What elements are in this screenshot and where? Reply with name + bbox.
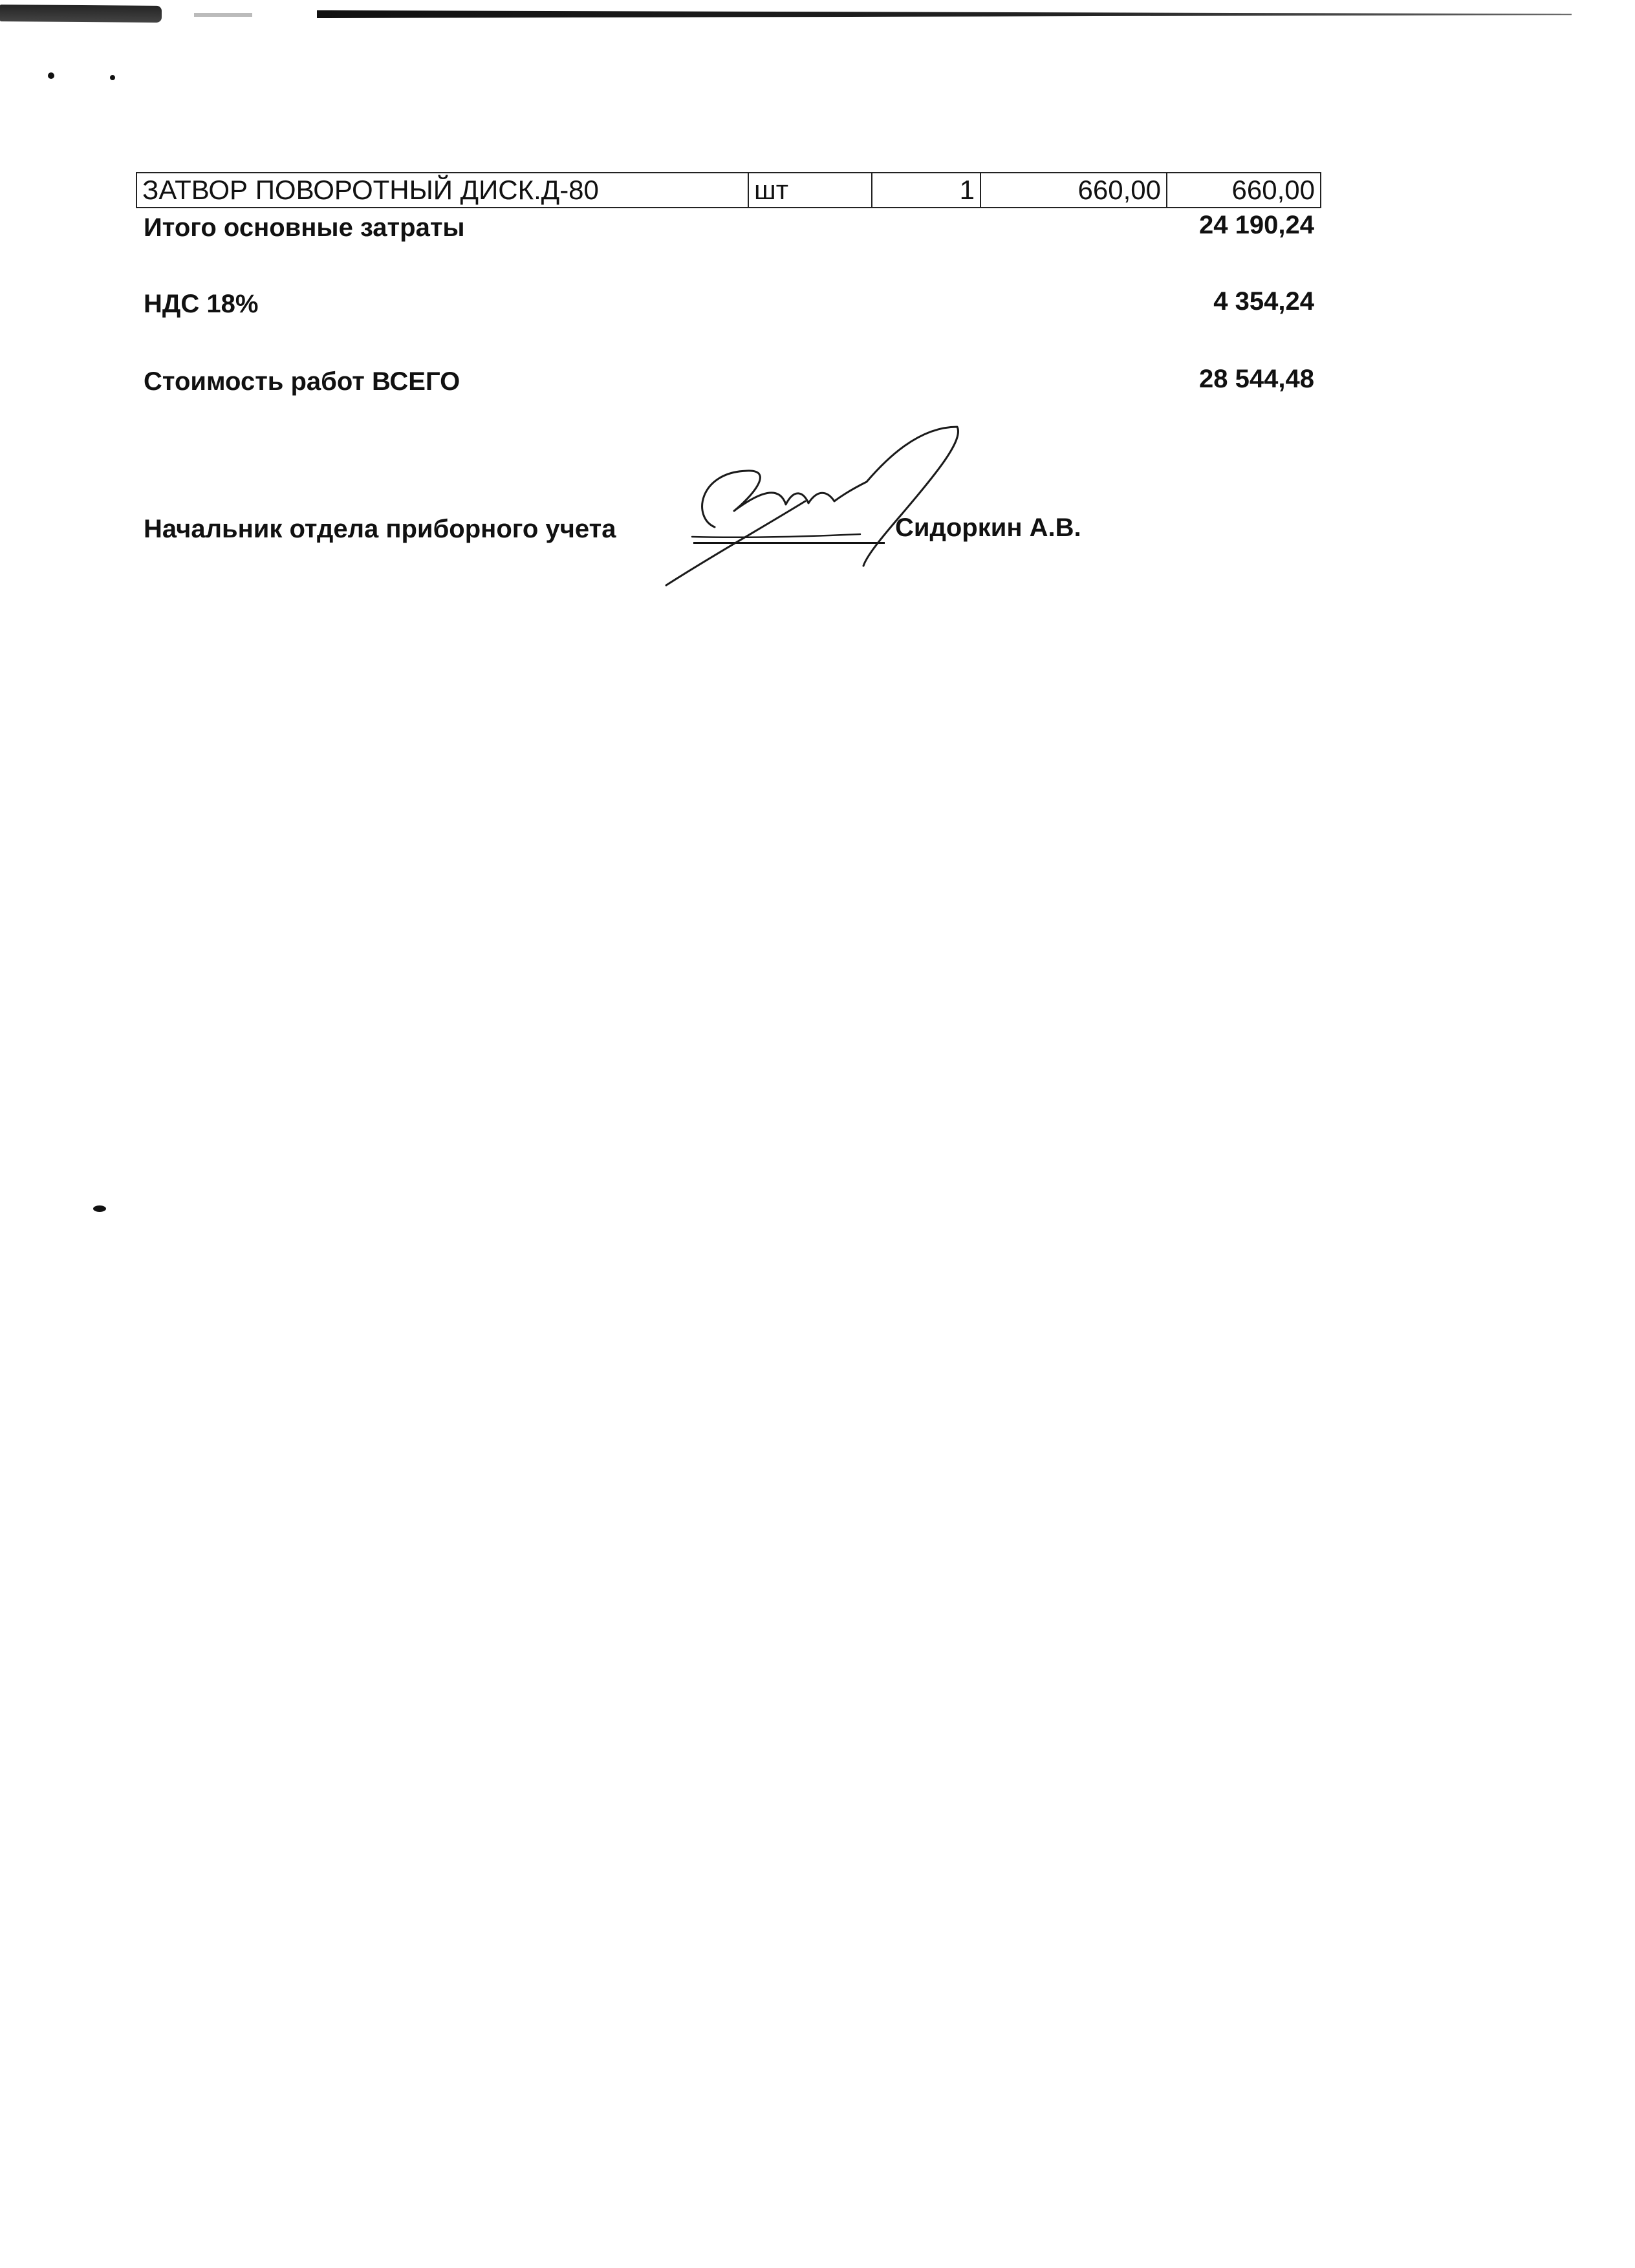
direct-costs-label: Итого основные затраты (144, 213, 465, 242)
item-price-cell: 660,00 (980, 173, 1167, 208)
table-row (136, 173, 1321, 208)
scan-edge-mark-mid (194, 13, 252, 17)
item-sum-cell: 660,00 (1167, 173, 1321, 208)
scan-speck (93, 1205, 106, 1212)
scan-speck (48, 72, 54, 79)
handwritten-signature (653, 420, 977, 601)
total-label: Стоимость работ ВСЕГО (144, 367, 460, 396)
item-table (136, 172, 1321, 208)
item-name-cell: ЗАТВОР ПОВОРОТНЫЙ ДИСК.Д-80 (136, 173, 748, 208)
item-unit-cell: шт (748, 173, 872, 208)
vat-label: НДС 18% (144, 290, 259, 318)
scan-edge-mark-left (0, 5, 162, 23)
total-value: 28 544,48 (1199, 365, 1314, 393)
vat-value: 4 354,24 (1213, 287, 1314, 316)
signatory-position: Начальник отдела приборного учета (144, 515, 616, 543)
direct-costs-value: 24 190,24 (1199, 211, 1314, 239)
item-qty-cell: 1 (872, 173, 980, 208)
scan-speck (110, 75, 115, 80)
signatory-name: Сидоркин А.В. (895, 513, 1081, 542)
scan-edge-mark-right (317, 10, 1572, 18)
